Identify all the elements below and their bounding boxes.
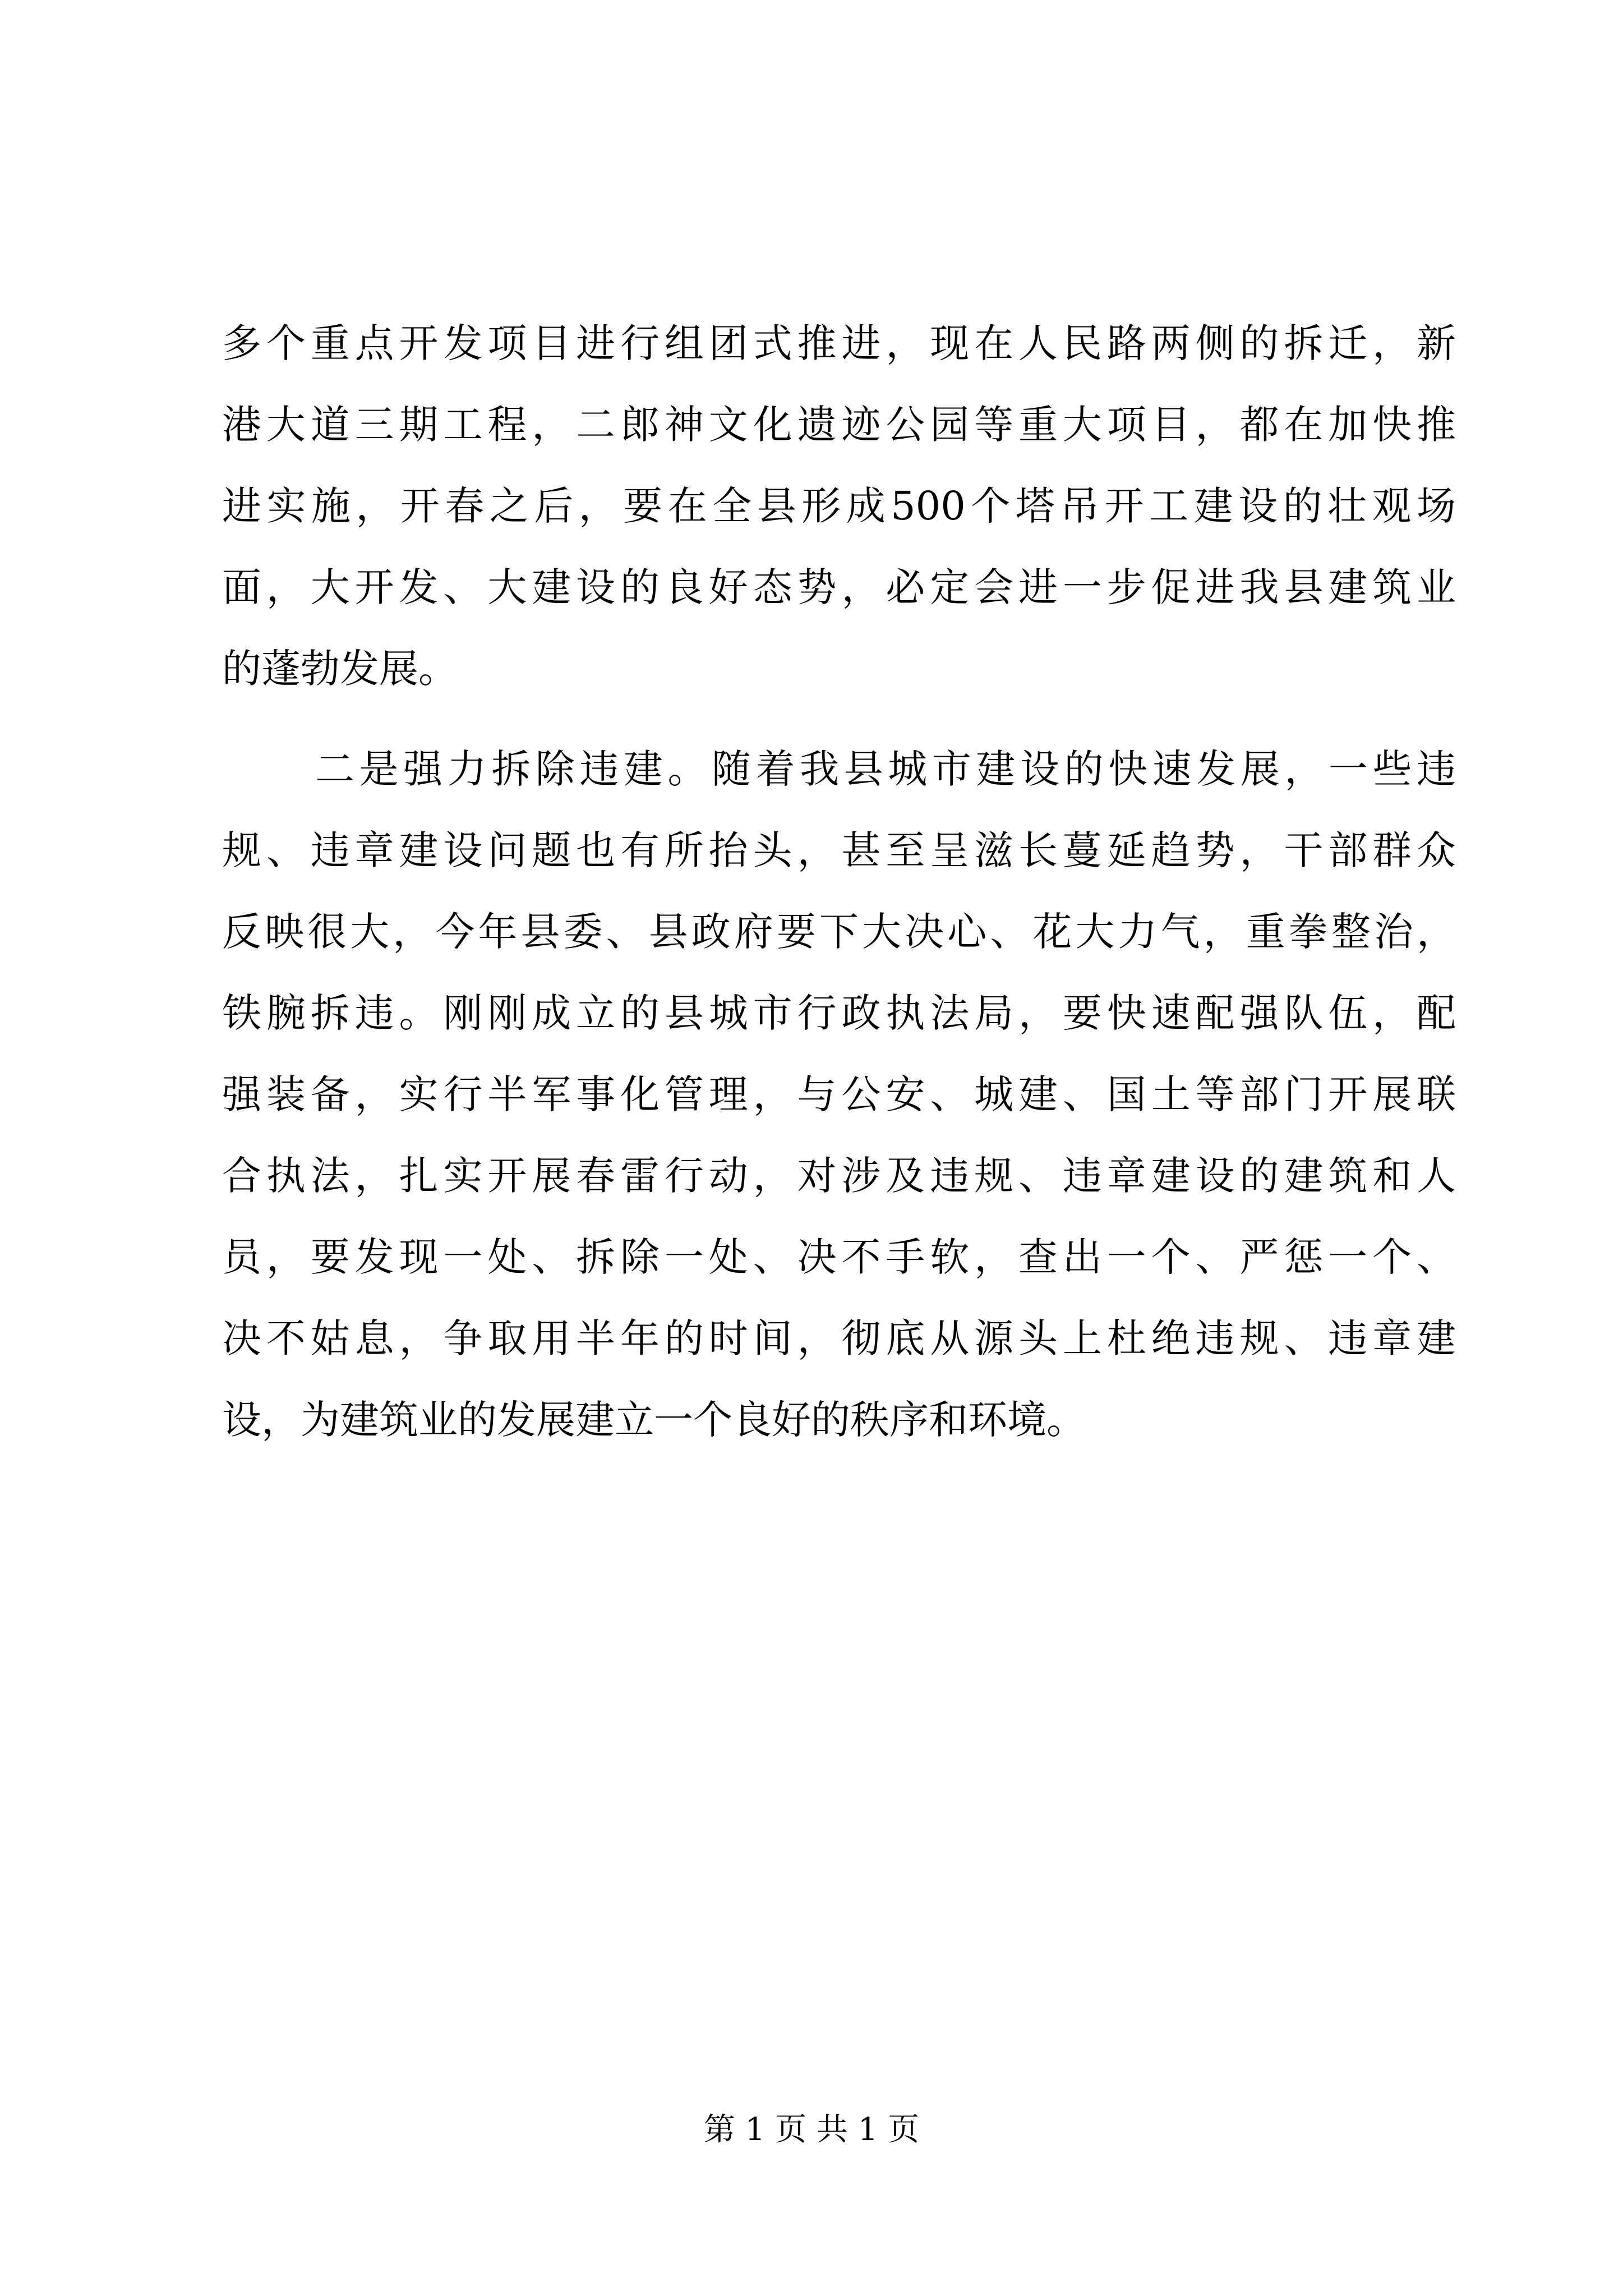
paragraph-2 [222,729,1456,1461]
text-line: 的蓬勃发展。 [222,646,458,692]
page-number-label: 第 1 页 共 1 页 [703,2111,920,2148]
text-line: 决不姑息，争取用半年的时间，彻底从源头上杜绝违规、违章建 [222,1315,1456,1361]
paragraph-1 [222,303,1456,710]
text-line: 设，为建筑业的发展建立一个良好的秩序和环境。 [222,1397,1086,1443]
text-line: 强装备，实行半军事化管理，与公安、城建、国土等部门开展联 [222,1071,1456,1117]
text-line: 铁腕拆违。刚刚成立的县城市行政执法局，要快速配强队伍，配 [222,990,1456,1036]
paragraph-spacer [222,710,1456,729]
text-line: 港大道三期工程，二郎神文化遗迹公园等重大项目，都在加快推 [222,402,1456,448]
text-line: 进实施，开春之后，要在全县形成500个塔吊开工建设的壮观场 [222,483,1456,529]
text-line: 二是强力拆除违建。随着我县城市建设的快速发展，一些违 [315,746,1456,792]
text-line: 员，要发现一处、拆除一处、决不手软，查出一个、严惩一个、 [222,1234,1456,1280]
text-line: 多个重点开发项目进行组团式推进，现在人民路两侧的拆迁，新 [222,320,1456,366]
text-line: 反映很大，今年县委、县政府要下大决心、花大力气，重拳整治， [222,909,1456,955]
text-line: 规、违章建设问题也有所抬头，甚至呈滋长蔓延趋势，干部群众 [222,827,1456,873]
page-footer [0,2110,1623,2150]
text-line: 合执法，扎实开展春雷行动，对涉及违规、违章建设的建筑和人 [222,1153,1456,1199]
document-body [222,303,1456,1461]
text-line: 面，大开发、大建设的良好态势，必定会进一步促进我县建筑业 [222,564,1456,610]
